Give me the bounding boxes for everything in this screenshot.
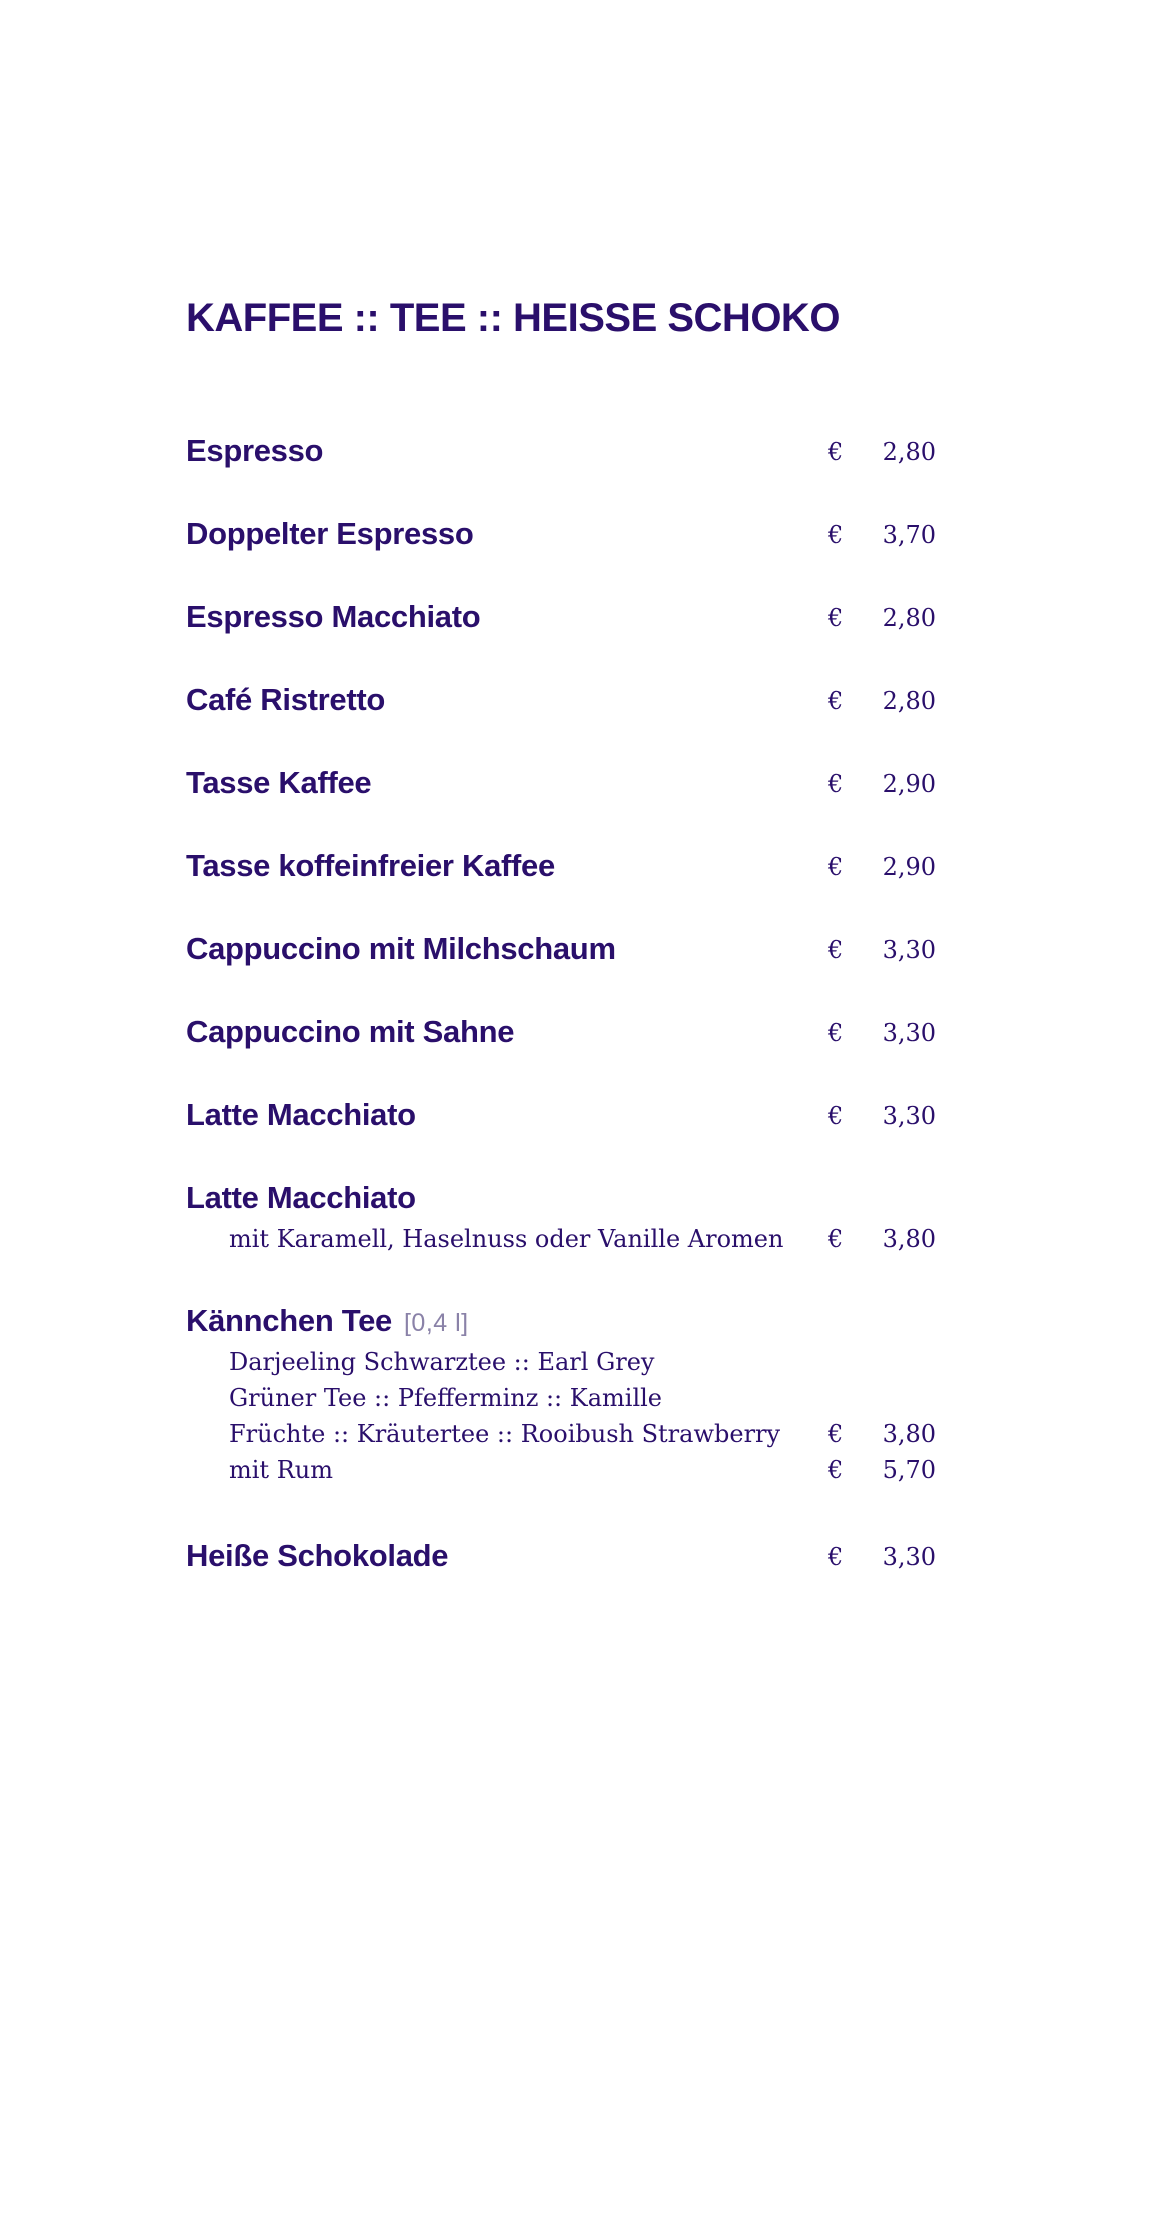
item-price: 2,90 (882, 770, 936, 798)
menu-item (186, 682, 936, 722)
menu-item (186, 433, 936, 473)
euro-sign: € (828, 438, 844, 466)
menu-item (186, 1097, 936, 1137)
item-price: 2,80 (882, 687, 936, 715)
menu-item-latte-flavored (186, 1180, 936, 1260)
item-price: 2,90 (882, 853, 936, 881)
item-name: Café Ristretto (186, 682, 386, 717)
euro-sign: € (828, 1225, 844, 1253)
item-price: 3,30 (882, 1543, 936, 1571)
tea-line: Grüner Tee :: Pfefferminz :: Kamille (229, 1384, 662, 1412)
menu-item (186, 516, 936, 556)
euro-sign: € (828, 853, 844, 881)
euro-sign: € (828, 604, 844, 632)
item-name: Cappuccino mit Milchschaum (186, 931, 616, 966)
menu-item-tea (186, 1303, 936, 1493)
item-price: 3,70 (882, 521, 936, 549)
rum-price: 5,70 (882, 1456, 936, 1484)
menu-item (186, 931, 936, 971)
euro-sign: € (828, 521, 844, 549)
item-name: Tasse koffeinfreier Kaffee (186, 848, 555, 883)
euro-sign: € (828, 1456, 844, 1484)
rum-label: mit Rum (229, 1456, 333, 1484)
tea-price: 3,80 (882, 1420, 936, 1448)
tea-size: [0,4 l] (403, 1309, 469, 1337)
item-name: Tasse Kaffee (186, 765, 372, 800)
item-price: 3,30 (882, 936, 936, 964)
menu-item (186, 599, 936, 639)
item-name: Latte Macchiato (186, 1180, 416, 1215)
euro-sign: € (828, 936, 844, 964)
item-price: 3,30 (882, 1102, 936, 1130)
euro-sign: € (828, 770, 844, 798)
item-name: Espresso Macchiato (186, 599, 481, 634)
menu-item-chocolate (186, 1538, 936, 1578)
item-price: 2,80 (882, 438, 936, 466)
item-description: mit Karamell, Haselnuss oder Vanille Aromen (229, 1225, 784, 1253)
menu-item (186, 765, 936, 805)
item-name: Cappuccino mit Sahne (186, 1014, 515, 1049)
item-name: Heiße Schokolade (186, 1538, 449, 1573)
item-name: Espresso (186, 433, 324, 468)
tea-line: Darjeeling Schwarztee :: Earl Grey (229, 1348, 655, 1376)
item-name (186, 1303, 469, 1339)
item-name: Latte Macchiato (186, 1097, 416, 1132)
euro-sign: € (828, 1019, 844, 1047)
item-price: 3,80 (882, 1225, 936, 1253)
menu-item (186, 1014, 936, 1054)
euro-sign: € (828, 1543, 844, 1571)
tea-name: Kännchen Tee (186, 1303, 392, 1338)
euro-sign: € (828, 1420, 844, 1448)
euro-sign: € (828, 687, 844, 715)
item-name: Doppelter Espresso (186, 516, 474, 551)
item-price: 3,30 (882, 1019, 936, 1047)
menu-item (186, 848, 936, 888)
euro-sign: € (828, 1102, 844, 1130)
menu-title: KAFFEE :: TEE :: HEISSE SCHOKO (186, 296, 840, 340)
item-price: 2,80 (882, 604, 936, 632)
tea-line: Früchte :: Kräutertee :: Rooibush Strawberry (229, 1420, 781, 1448)
